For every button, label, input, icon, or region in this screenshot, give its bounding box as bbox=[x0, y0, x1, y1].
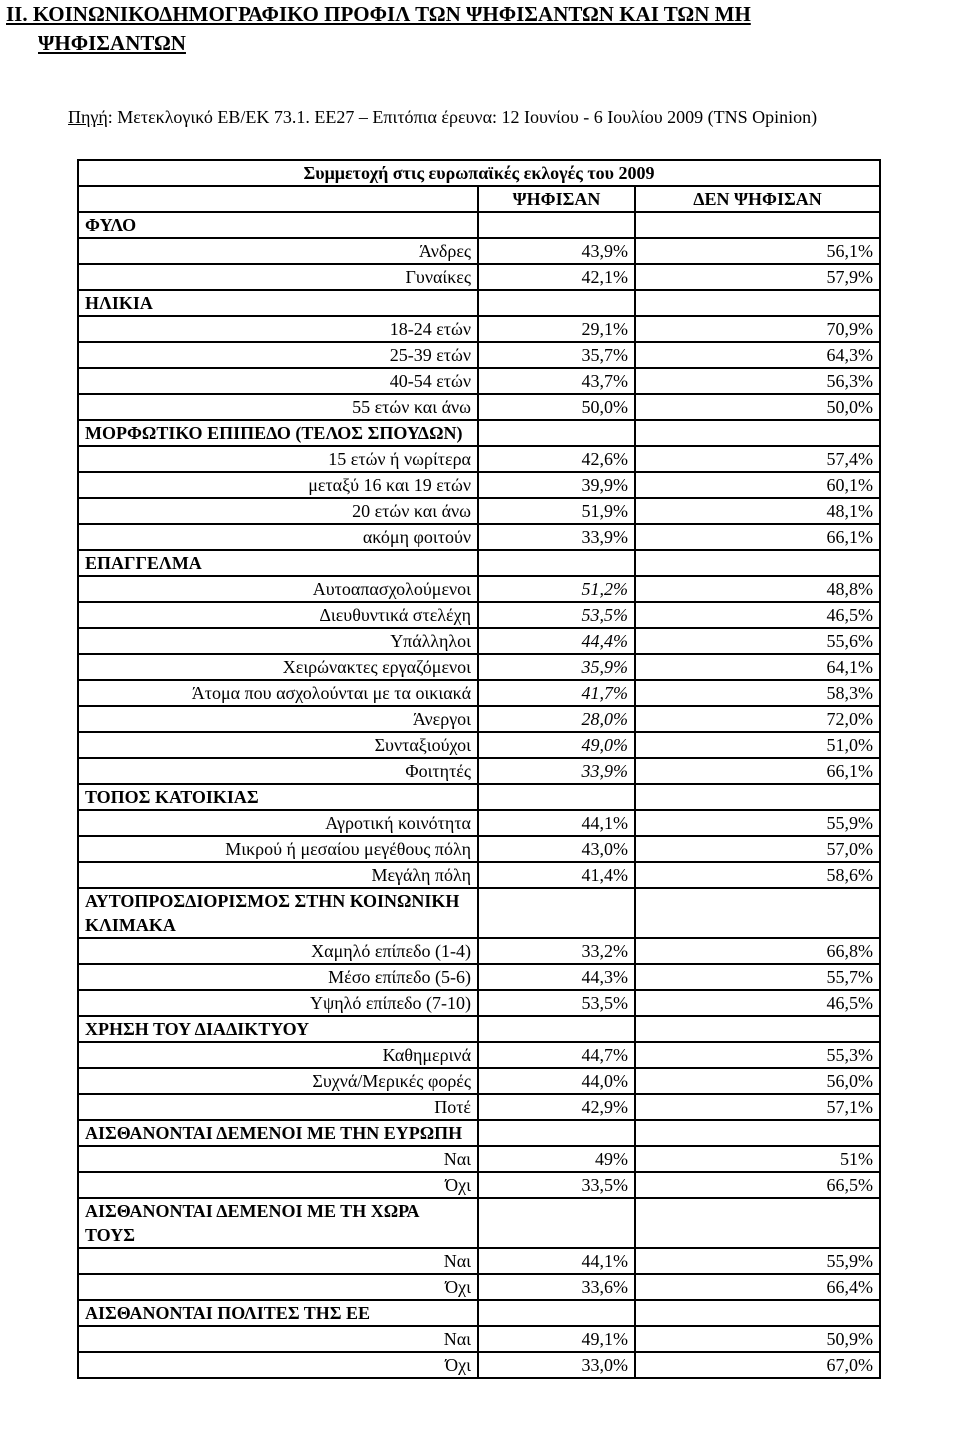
section-row bbox=[78, 290, 880, 316]
table-row bbox=[78, 1352, 880, 1378]
column-header-row bbox=[78, 186, 880, 212]
not-voted-value: 55,9% bbox=[635, 1248, 880, 1274]
empty-cell bbox=[478, 212, 635, 238]
section-row bbox=[78, 1120, 880, 1146]
row-label: Χαμηλό επίπεδο (1-4) bbox=[78, 938, 478, 964]
not-voted-value: 50,0% bbox=[635, 394, 880, 420]
voted-value: 50,0% bbox=[478, 394, 635, 420]
section-label: ΜΟΡΦΩΤΙΚΟ ΕΠΙΠΕΔΟ (ΤΕΛΟΣ ΣΠΟΥΔΩΝ) bbox=[78, 420, 478, 446]
empty-header-cell bbox=[78, 186, 478, 212]
not-voted-value: 56,3% bbox=[635, 368, 880, 394]
section-label: ΦΥΛΟ bbox=[78, 212, 478, 238]
section-row bbox=[78, 212, 880, 238]
table-row bbox=[78, 368, 880, 394]
voted-value: 33,9% bbox=[478, 524, 635, 550]
empty-cell bbox=[635, 1198, 880, 1248]
section-label: ΑΙΣΘΑΝΟΝΤΑΙ ΠΟΛΙΤΕΣ ΤΗΣ ΕΕ bbox=[78, 1300, 478, 1326]
table-row bbox=[78, 472, 880, 498]
not-voted-value: 66,8% bbox=[635, 938, 880, 964]
not-voted-value: 46,5% bbox=[635, 990, 880, 1016]
table-row bbox=[78, 342, 880, 368]
table-row bbox=[78, 394, 880, 420]
row-label: Συχνά/Μερικές φορές bbox=[78, 1068, 478, 1094]
voted-value: 28,0% bbox=[478, 706, 635, 732]
voted-value: 35,7% bbox=[478, 342, 635, 368]
row-label: Άνεργοι bbox=[78, 706, 478, 732]
table-row bbox=[78, 990, 880, 1016]
voted-value: 43,9% bbox=[478, 238, 635, 264]
voted-value: 42,9% bbox=[478, 1094, 635, 1120]
table-row bbox=[78, 498, 880, 524]
table-row bbox=[78, 1042, 880, 1068]
voted-value: 49,0% bbox=[478, 732, 635, 758]
empty-cell bbox=[478, 784, 635, 810]
not-voted-value: 55,6% bbox=[635, 628, 880, 654]
voted-value: 33,6% bbox=[478, 1274, 635, 1300]
not-voted-value: 48,8% bbox=[635, 576, 880, 602]
voted-value: 43,0% bbox=[478, 836, 635, 862]
voted-value: 33,5% bbox=[478, 1172, 635, 1198]
not-voted-value: 55,7% bbox=[635, 964, 880, 990]
section-label: ΑΙΣΘΑΝΟΝΤΑΙ ΔΕΜΕΝΟΙ ΜΕ ΤΗΝ ΕΥΡΩΠΗ bbox=[78, 1120, 478, 1146]
not-voted-value: 60,1% bbox=[635, 472, 880, 498]
voted-value: 33,2% bbox=[478, 938, 635, 964]
voted-value: 33,9% bbox=[478, 758, 635, 784]
not-voted-value: 66,4% bbox=[635, 1274, 880, 1300]
table-row bbox=[78, 1068, 880, 1094]
voted-value: 51,9% bbox=[478, 498, 635, 524]
section-label: ΗΛΙΚΙΑ bbox=[78, 290, 478, 316]
table-row bbox=[78, 732, 880, 758]
table-row bbox=[78, 1326, 880, 1352]
table-row bbox=[78, 706, 880, 732]
not-voted-value: 57,9% bbox=[635, 264, 880, 290]
section-row bbox=[78, 550, 880, 576]
empty-cell bbox=[478, 1198, 635, 1248]
row-label: Καθημερινά bbox=[78, 1042, 478, 1068]
empty-cell bbox=[635, 1300, 880, 1326]
table-row bbox=[78, 810, 880, 836]
not-voted-value: 70,9% bbox=[635, 316, 880, 342]
row-label: Υψηλό επίπεδο (7-10) bbox=[78, 990, 478, 1016]
table-row bbox=[78, 862, 880, 888]
not-voted-value: 51% bbox=[635, 1146, 880, 1172]
row-label: Άτομα που ασχολούνται με τα οικιακά bbox=[78, 680, 478, 706]
voted-value: 42,1% bbox=[478, 264, 635, 290]
voted-value: 44,3% bbox=[478, 964, 635, 990]
empty-cell bbox=[478, 1016, 635, 1042]
row-label: Μικρού ή μεσαίου μεγέθους πόλη bbox=[78, 836, 478, 862]
row-label: μεταξύ 16 και 19 ετών bbox=[78, 472, 478, 498]
col-header-not-voted: ΔΕΝ ΨΗΦΙΣΑΝ bbox=[635, 186, 880, 212]
voted-value: 39,9% bbox=[478, 472, 635, 498]
not-voted-value: 55,3% bbox=[635, 1042, 880, 1068]
section-row bbox=[78, 420, 880, 446]
table-row bbox=[78, 446, 880, 472]
not-voted-value: 56,1% bbox=[635, 238, 880, 264]
table-title: Συμμετοχή στις ευρωπαϊκές εκλογές του 2009 bbox=[78, 160, 880, 186]
row-label: Μεγάλη πόλη bbox=[78, 862, 478, 888]
empty-cell bbox=[478, 888, 635, 938]
table-row bbox=[78, 628, 880, 654]
table-row bbox=[78, 680, 880, 706]
not-voted-value: 58,3% bbox=[635, 680, 880, 706]
row-label: Υπάλληλοι bbox=[78, 628, 478, 654]
not-voted-value: 57,0% bbox=[635, 836, 880, 862]
row-label: Αυτοαπασχολούμενοι bbox=[78, 576, 478, 602]
voted-value: 43,7% bbox=[478, 368, 635, 394]
participation-table bbox=[77, 159, 881, 1379]
row-label: Διευθυντικά στελέχη bbox=[78, 602, 478, 628]
table-title-row bbox=[78, 160, 880, 186]
col-header-voted: ΨΗΦΙΣΑΝ bbox=[478, 186, 635, 212]
table-row bbox=[78, 654, 880, 680]
row-label: Συνταξιούχοι bbox=[78, 732, 478, 758]
row-label: Χειρώνακτες εργαζόμενοι bbox=[78, 654, 478, 680]
voted-value: 53,5% bbox=[478, 990, 635, 1016]
table-row bbox=[78, 964, 880, 990]
empty-cell bbox=[478, 290, 635, 316]
voted-value: 41,7% bbox=[478, 680, 635, 706]
row-label: 40-54 ετών bbox=[78, 368, 478, 394]
voted-value: 41,4% bbox=[478, 862, 635, 888]
not-voted-value: 66,5% bbox=[635, 1172, 880, 1198]
table-row bbox=[78, 1172, 880, 1198]
empty-cell bbox=[478, 1300, 635, 1326]
row-label: Όχι bbox=[78, 1172, 478, 1198]
source-label: Πηγή bbox=[68, 107, 108, 127]
heading-line-1: ΙΙ. ΚΟΙΝΩΝΙΚΟΔΗΜΟΓΡΑΦΙΚΟ ΠΡΟΦΙΛ ΤΩΝ ΨΗΦΙΣΑΝΤΩΝ ΚΑΙ ΤΩΝ ΜΗ bbox=[6, 2, 751, 26]
not-voted-value: 48,1% bbox=[635, 498, 880, 524]
table-row bbox=[78, 576, 880, 602]
empty-cell bbox=[635, 212, 880, 238]
voted-value: 51,2% bbox=[478, 576, 635, 602]
voted-value: 42,6% bbox=[478, 446, 635, 472]
voted-value: 44,7% bbox=[478, 1042, 635, 1068]
section-row bbox=[78, 888, 880, 938]
row-label: 18-24 ετών bbox=[78, 316, 478, 342]
empty-cell bbox=[635, 550, 880, 576]
voted-value: 49,1% bbox=[478, 1326, 635, 1352]
section-label: ΑΥΤΟΠΡΟΣΔΙΟΡΙΣΜΟΣ ΣΤΗΝ ΚΟΙΝΩΝΙΚΗ ΚΛΙΜΑΚΑ bbox=[78, 888, 478, 938]
not-voted-value: 57,1% bbox=[635, 1094, 880, 1120]
row-label: Άνδρες bbox=[78, 238, 478, 264]
row-label: 55 ετών και άνω bbox=[78, 394, 478, 420]
table-row bbox=[78, 264, 880, 290]
empty-cell bbox=[635, 1016, 880, 1042]
row-label: 20 ετών και άνω bbox=[78, 498, 478, 524]
section-row bbox=[78, 1016, 880, 1042]
table-row bbox=[78, 1274, 880, 1300]
section-label: ΤΟΠΟΣ ΚΑΤΟΙΚΙΑΣ bbox=[78, 784, 478, 810]
section-row bbox=[78, 784, 880, 810]
empty-cell bbox=[635, 290, 880, 316]
empty-cell bbox=[635, 784, 880, 810]
not-voted-value: 56,0% bbox=[635, 1068, 880, 1094]
not-voted-value: 46,5% bbox=[635, 602, 880, 628]
row-label: 25-39 ετών bbox=[78, 342, 478, 368]
table-row bbox=[78, 1094, 880, 1120]
not-voted-value: 66,1% bbox=[635, 758, 880, 784]
row-label: 15 ετών ή νωρίτερα bbox=[78, 446, 478, 472]
voted-value: 49% bbox=[478, 1146, 635, 1172]
empty-cell bbox=[635, 1120, 880, 1146]
source-note bbox=[68, 107, 817, 128]
voted-value: 35,9% bbox=[478, 654, 635, 680]
empty-cell bbox=[478, 1120, 635, 1146]
section-row bbox=[78, 1300, 880, 1326]
empty-cell bbox=[635, 420, 880, 446]
table-row bbox=[78, 1248, 880, 1274]
not-voted-value: 67,0% bbox=[635, 1352, 880, 1378]
not-voted-value: 57,4% bbox=[635, 446, 880, 472]
empty-cell bbox=[635, 888, 880, 938]
not-voted-value: 72,0% bbox=[635, 706, 880, 732]
table-row bbox=[78, 602, 880, 628]
table-row bbox=[78, 938, 880, 964]
voted-value: 33,0% bbox=[478, 1352, 635, 1378]
table-row bbox=[78, 238, 880, 264]
table-row bbox=[78, 1146, 880, 1172]
row-label: Αγροτική κοινότητα bbox=[78, 810, 478, 836]
section-heading bbox=[0, 0, 960, 58]
not-voted-value: 66,1% bbox=[635, 524, 880, 550]
row-label: Ναι bbox=[78, 1146, 478, 1172]
row-label: ακόμη φοιτούν bbox=[78, 524, 478, 550]
voted-value: 44,1% bbox=[478, 810, 635, 836]
not-voted-value: 51,0% bbox=[635, 732, 880, 758]
table-row bbox=[78, 836, 880, 862]
row-label: Μέσο επίπεδο (5-6) bbox=[78, 964, 478, 990]
table-row bbox=[78, 524, 880, 550]
section-label: ΑΙΣΘΑΝΟΝΤΑΙ ΔΕΜΕΝΟΙ ΜΕ ΤΗ ΧΩΡΑ ΤΟΥΣ bbox=[78, 1198, 478, 1248]
row-label: Όχι bbox=[78, 1274, 478, 1300]
row-label: Ναι bbox=[78, 1326, 478, 1352]
not-voted-value: 64,1% bbox=[635, 654, 880, 680]
empty-cell bbox=[478, 420, 635, 446]
voted-value: 53,5% bbox=[478, 602, 635, 628]
row-label: Ναι bbox=[78, 1248, 478, 1274]
empty-cell bbox=[478, 550, 635, 576]
not-voted-value: 55,9% bbox=[635, 810, 880, 836]
row-label: Γυναίκες bbox=[78, 264, 478, 290]
voted-value: 44,1% bbox=[478, 1248, 635, 1274]
table-row bbox=[78, 758, 880, 784]
not-voted-value: 64,3% bbox=[635, 342, 880, 368]
section-label: ΧΡΗΣΗ ΤΟΥ ΔΙΑΔΙΚΤΥΟΥ bbox=[78, 1016, 478, 1042]
not-voted-value: 50,9% bbox=[635, 1326, 880, 1352]
table-row bbox=[78, 316, 880, 342]
source-text: : Μετεκλογικό ΕΒ/ΕΚ 73.1. ΕΕ27 – Επιτόπια έρευνα: 12 Ιουνίου - 6 Ιουλίου 2009 (TNS Opinion) bbox=[107, 107, 818, 127]
section-row bbox=[78, 1198, 880, 1248]
row-label: Φοιτητές bbox=[78, 758, 478, 784]
not-voted-value: 58,6% bbox=[635, 862, 880, 888]
voted-value: 44,4% bbox=[478, 628, 635, 654]
voted-value: 44,0% bbox=[478, 1068, 635, 1094]
voted-value: 29,1% bbox=[478, 316, 635, 342]
heading-line-2: ΨΗΦΙΣΑΝΤΩΝ bbox=[38, 31, 186, 55]
row-label: Ποτέ bbox=[78, 1094, 478, 1120]
section-label: ΕΠΑΓΓΕΛΜΑ bbox=[78, 550, 478, 576]
row-label: Όχι bbox=[78, 1352, 478, 1378]
